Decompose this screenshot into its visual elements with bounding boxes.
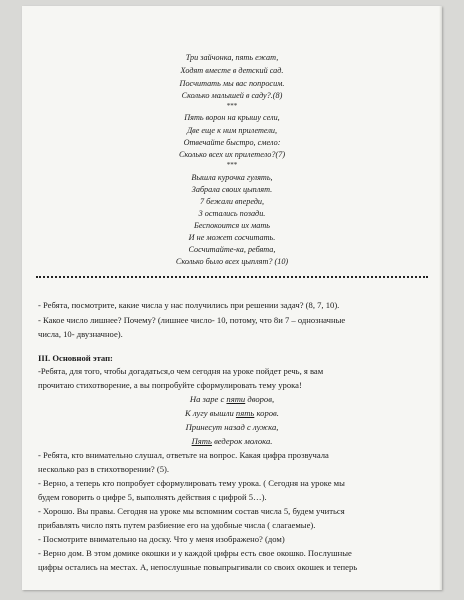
verse-text: коров. (254, 408, 279, 418)
intro-line-2: прочитаю стихотворение, а вы попробуйте сформулировать тему урока! (38, 380, 302, 390)
paragraph-line-8: - Верно дом. В этом домике окошки и у каждой цифры есть свое окошко. Послушные (38, 548, 352, 558)
verse-text: дворов, (245, 394, 275, 404)
poem2-line-3: Отвечайте быстро, смело: (183, 138, 281, 147)
poem1-line-3: Посчитать мы вас попросим. (179, 79, 285, 88)
poem3-line-6: И не может сосчитать. (188, 233, 276, 242)
verse-underlined-word: Пять (191, 436, 212, 446)
verse-underlined-word: пять (235, 408, 255, 418)
poem1-line-4: Сколько малышей в саду?.(8) (181, 91, 283, 100)
verse-line-2 (22, 408, 442, 418)
poem3-line-5: Беспокоится их мать (193, 221, 270, 230)
verse-line-4 (22, 436, 442, 446)
intro-line-1: -Ребята, для того, чтобы догадаться,о чем сегодня на уроке пойдет речь, я вам (38, 366, 324, 376)
stars-separator-1: *** (226, 102, 238, 110)
poem2-line-1: Пять ворон на крышу сели, (184, 113, 280, 122)
question-numbers-line: - Ребята, посмотрите, какие числа у нас получились при решении задач? (8, 7, 10). (38, 300, 340, 310)
poem2-line-4: Сколько всех их прилетело?(7) (178, 150, 286, 159)
verse-line-3: Принесут назад с лужка, (185, 422, 279, 432)
question-extra-line-cont: числа, 10- двузначное). (38, 329, 123, 339)
paragraph-line-2: несколько раз в стихотворении? (5). (38, 464, 170, 474)
poem3-line-2: Забрала своих цыплят. (191, 185, 273, 194)
poem1-line-2: Ходят вместе в детский сад. (180, 66, 284, 75)
paragraph-line-9: цифры остались на местах. А, непослушные повыпрыгивали со своих окошек и теперь (38, 562, 358, 572)
poem1-line-1: Три зайчонка, пять ежат, (185, 53, 279, 62)
verse-text: ведерок молока. (211, 436, 273, 446)
verse-text: На заре с (189, 394, 227, 404)
verse-line-1 (22, 394, 442, 404)
poem3-line-1: Вышла курочка гулять, (191, 173, 273, 182)
paragraph-line-1: - Ребята, кто внимательно слушал, ответьте на вопрос. Какая цифра прозвучала (38, 450, 329, 460)
paragraph-line-6: прибавлять число пять путем разбиение его на удобные числа ( слагаемые). (38, 520, 316, 530)
verse-underlined-word: пяти (226, 394, 246, 404)
question-extra-line: - Какое число лишнее? Почему? (лишнее число- 10, потому, что 8и 7 – однозначные (38, 315, 346, 325)
paragraph-line-5: - Хорошо. Вы правы. Сегодня на уроке мы вспомним состав числа 5, будем учиться (38, 506, 345, 516)
paragraph-line-7: - Посмотрите внимательно на доску. Что у меня изображено? (дом) (38, 534, 285, 544)
section-heading: III. Основной этап: (38, 353, 113, 363)
poem2-line-2: Две еще к ним прилетели, (186, 126, 278, 135)
paragraph-line-4: будем говорить о цифре 5, выполнять действия с цифрой 5…). (38, 492, 267, 502)
poem3-line-8: Сколько было всех цыплят? (10) (175, 257, 289, 266)
poem3-line-3: 7 бежали впереди, (199, 197, 265, 206)
document-page (22, 6, 442, 590)
paragraph-line-3: - Верно, а теперь кто попробует сформулировать тему урока. ( Сегодня на уроке мы (38, 478, 345, 488)
stars-separator-2: *** (226, 161, 238, 169)
poem3-line-7: Сосчитайте-ка, ребята, (188, 245, 276, 254)
dotted-divider (36, 276, 428, 278)
poem3-line-4: 3 остались позади. (198, 209, 266, 218)
verse-text: К лугу вышли (185, 408, 236, 418)
